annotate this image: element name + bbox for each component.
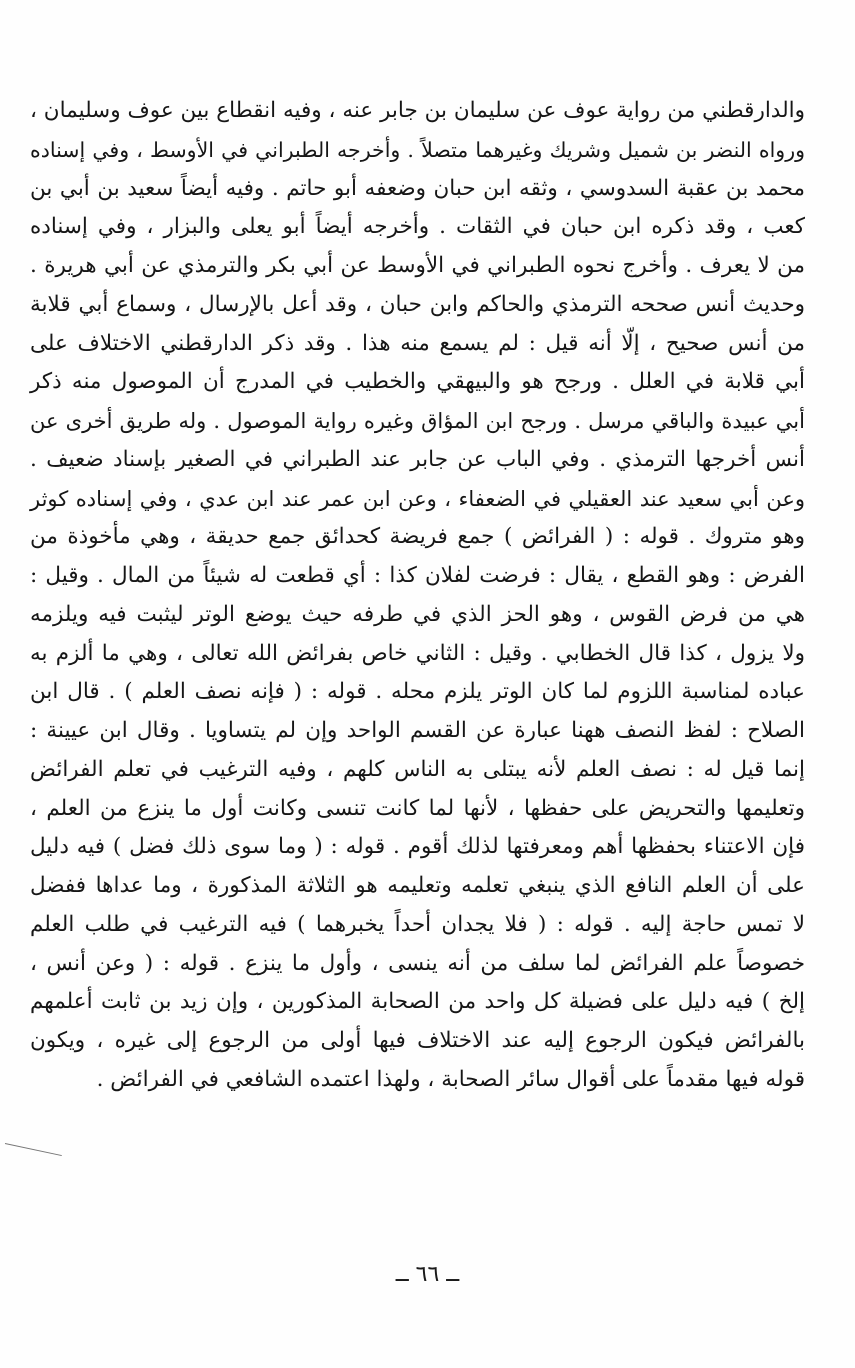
text-line: وحديث أنس صححه الترمذي والحاكم وابن حبان ، وقد أعل بالإرسال ، وسماع أبي قلابة bbox=[30, 291, 805, 317]
footnote-separator-line bbox=[5, 1143, 62, 1156]
text-line: ورواه النضر بن شميل وشريك وغيرهما متصلاً . وأخرجه الطبراني في الأوسط ، وفي إسناده bbox=[30, 137, 805, 162]
text-line: ولا يزول ، كذا قال الخطابي . وقيل : الثاني خاص بفرائض الله تعالى ، وهي ما ألزم به bbox=[30, 640, 805, 666]
text-line: أبي قلابة في العلل . ورجح هو والبيهقي والخطيب في المدرج أن الموصول منه ذكر bbox=[30, 369, 805, 395]
text-line: أبي عبيدة والباقي مرسل . ورجح ابن المؤاق وغيره رواية الموصول . وله طريق أخرى عن bbox=[30, 409, 805, 433]
text-line: عباده لمناسبة اللزوم لما كان الوتر يلزم محله . قوله : ( فإنه نصف العلم ) . قال ابن bbox=[30, 679, 805, 705]
text-line: قوله فيها مقدماً على أقوال سائر الصحابة ، ولهذا اعتمده الشافعي في الفرائض . bbox=[96, 1066, 805, 1092]
text-line: الصلاح : لفظ النصف ههنا عبارة عن القسم الواحد وإن لم يتساويا . وقال ابن عيينة : bbox=[30, 718, 805, 743]
text-line: وتعليمها والتحريض على حفظها ، لأنها لما كانت تنسى وكانت أول ما ينزع من العلم ، bbox=[30, 795, 805, 821]
text-line: وعن أبي سعيد عند العقيلي في الضعفاء ، وعن ابن عمر عند ابن عدي ، وفي إسناده كوثر bbox=[30, 486, 806, 511]
text-line: من أنس صحيح ، إلّا أنه قيل : لم يسمع منه هذا . وقد ذكر الدارقطني الاختلاف على bbox=[30, 330, 805, 356]
text-line: الفرض : وهو القطع ، يقال : فرضت لفلان كذا : أي قطعت له شيئاً من المال . وقيل : bbox=[30, 563, 805, 588]
text-line: والدارقطني من رواية عوف عن سليمان بن جابر عنه ، وفيه انقطاع بين عوف وسليمان ، bbox=[30, 98, 805, 123]
text-line: إنما قيل له : نصف العلم لأنه يبتلى به الناس كلهم ، وفيه الترغيب في تعلم الفرائض bbox=[30, 756, 805, 782]
text-line: محمد بن عقبة السدوسي ، وثقه ابن حبان وضعفه أبو حاتم . وفيه أيضاً سعيد بن أبي بن bbox=[30, 175, 805, 201]
text-line: من لا يعرف . وأخرج نحوه الطبراني في الأوسط عن أبي بكر والترمذي عن أبي هريرة . bbox=[30, 253, 805, 278]
text-line: فإن الاعتناء بحفظها أهم ومعرفتها لذلك أقوم . قوله : ( وما سوى ذلك فضل ) فيه دليل bbox=[30, 834, 805, 860]
text-line: أنس أخرجها الترمذي . وفي الباب عن جابر عند الطبراني في الصغير بإسناد ضعيف . bbox=[30, 446, 805, 472]
text-line: لا تمس حاجة إليه . قوله : ( فلا يجدان أحداً يخبرهما ) فيه الترغيب في طلب العلم bbox=[30, 911, 805, 937]
text-line: بالفرائض فيكون الرجوع إليه عند الاختلاف فيها أولى من الرجوع إلى غيره ، ويكون bbox=[30, 1028, 805, 1053]
text-line: كعب ، وقد ذكره ابن حبان في الثقات . وأخرجه أيضاً أبو يعلى والبزار ، وفي إسناده bbox=[30, 214, 805, 240]
text-line: إلخ ) فيه دليل على فضيلة كل واحد من الصحابة المذكورين ، وإن زيد بن ثابت أعلمهم bbox=[30, 989, 805, 1015]
text-line: خصوصاً علم الفرائض لما سلف من أنه ينسى ، وأول ما ينزع . قوله : ( وعن أنس ، bbox=[30, 950, 805, 976]
text-line: هي من فرض القوس ، وهو الحز الذي في طرفه حيث يوضع الوتر ليثبت فيه ويلزمه bbox=[30, 601, 805, 627]
page-number: ــ ٦٦ ــ bbox=[395, 1262, 460, 1287]
page-body-text bbox=[30, 92, 805, 1100]
text-line: وهو متروك . قوله : ( الفرائض ) جمع فريضة كحدائق جمع حديقة ، وهي مأخوذة من bbox=[30, 524, 805, 550]
text-line: على أن العلم النافع الذي ينبغي تعلمه وتعليمه هو الثلاثة المذكورة ، وما عداها ففضل bbox=[30, 873, 805, 898]
